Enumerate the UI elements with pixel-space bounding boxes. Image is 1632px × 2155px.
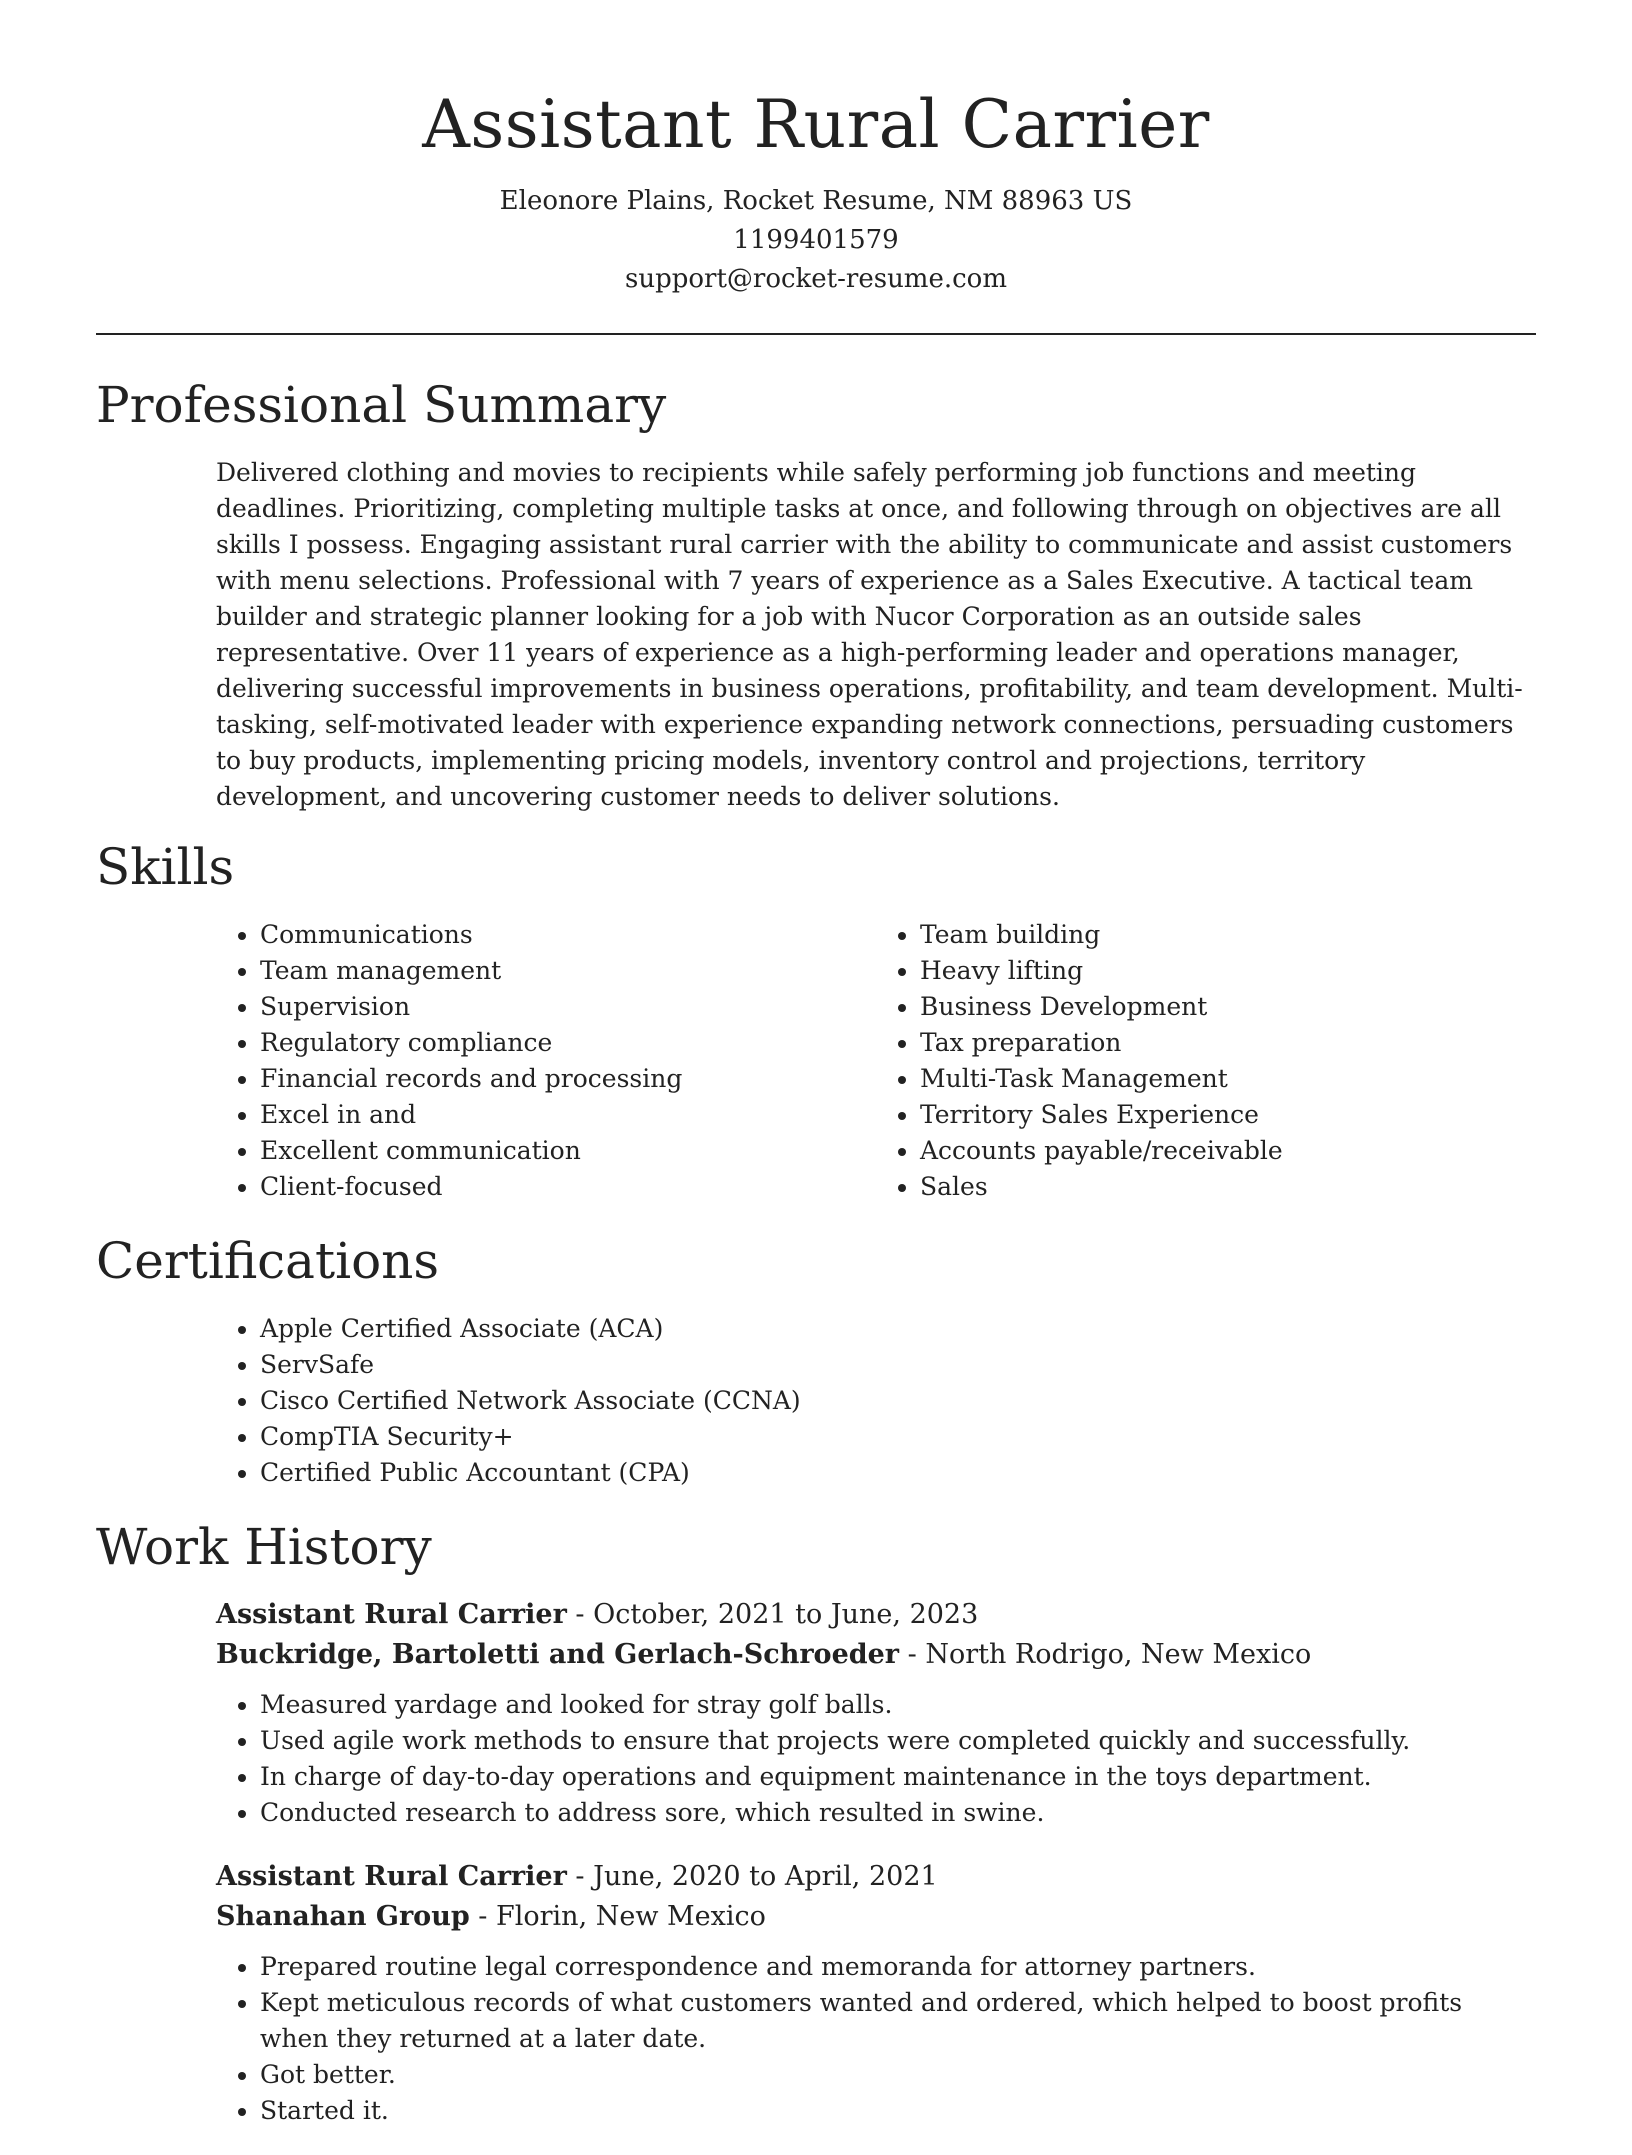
- skills-title: Skills: [96, 838, 235, 896]
- header-divider: [96, 333, 1536, 335]
- certifications-title: Certifications: [96, 1232, 440, 1290]
- certification-item: • Certified Public Accountant (CPA): [260, 1455, 1536, 1491]
- summary-text: Delivered clothing and movies to recipients while safely performing job functions and meeting deadlines. Prioritizing, completing multiple tasks at once, and following through on objectives are all skills I possess. Engaging assistant rural carrier with the ability to communicate and assist customers with menu selections. Professional with 7 years of experience as a Sales Executive. A tactical team builder and strategic planner looking for a job with Nucor Corporation as an outside sales representative. Over 11 years of experience as a high-performing leader and operations manager, delivering successful improvements in business operations, profitability, and team development. Multi-tasking, self-motivated leader with experience expanding network connections, persuading customers to buy products, implementing pricing models, inventory control and projections, territory development, and uncovering customer needs to deliver solutions.: [216, 458, 1523, 811]
- skill-item: • Financial records and processing: [260, 1061, 876, 1097]
- job-bullet: • Prepared routine legal correspondence and memoranda for attorney partners.: [260, 1949, 1536, 1985]
- job-bullet: • In charge of day-to-day operations and equipment maintenance in the toys department.: [260, 1759, 1536, 1795]
- skill-item: • Tax preparation: [920, 1025, 1536, 1061]
- skill-item: • Regulatory compliance: [260, 1025, 876, 1061]
- certification-item: • CompTIA Security+: [260, 1419, 1536, 1455]
- skill-item: • Excellent communication: [260, 1133, 876, 1169]
- job-dates: - June, 2020 to April, 2021: [566, 1861, 938, 1892]
- skill-item: • Team building: [920, 917, 1536, 953]
- skill-item: • Supervision: [260, 989, 876, 1025]
- job-bullet: • Kept meticulous records of what customers wanted and ordered, which helped to boost profits when they returned at a later date.: [260, 1985, 1536, 2057]
- skill-item: • Communications: [260, 917, 876, 953]
- skills-list: [216, 917, 1536, 1205]
- job-bullets: [216, 1949, 1536, 2129]
- skill-item: • Excel in and: [260, 1097, 876, 1133]
- job-company: Buckridge, Bartoletti and Gerlach-Schroeder: [216, 1639, 900, 1670]
- job-entry: [216, 1595, 1536, 1831]
- job-entry: [216, 1857, 1536, 2129]
- certification-item: • ServSafe: [260, 1347, 1536, 1383]
- job-company: Shanahan Group: [216, 1901, 470, 1932]
- skill-item: • Team management: [260, 953, 876, 989]
- skill-item: • Accounts payable/receivable: [920, 1133, 1536, 1169]
- job-company-line: [216, 1897, 1536, 1937]
- skills-left-column: [216, 917, 876, 1205]
- address: Eleonore Plains, Rocket Resume, NM 88963 US: [499, 186, 1133, 216]
- job-title-line: [216, 1595, 1536, 1635]
- skills-right-column: [876, 917, 1536, 1205]
- job-role: Assistant Rural Carrier: [216, 1861, 567, 1892]
- skill-item: • Client-focused: [260, 1169, 876, 1205]
- skill-item: • Sales: [920, 1169, 1536, 1205]
- job-bullet: • Started it.: [260, 2093, 1536, 2129]
- job-dates: - October, 2021 to June, 2023: [566, 1599, 979, 1630]
- resume-page: [96, 0, 1536, 2155]
- resume-header: [96, 0, 1536, 335]
- summary-title: Professional Summary: [96, 376, 667, 434]
- job-bullets: [216, 1687, 1536, 1831]
- skill-item: • Multi-Task Management: [920, 1061, 1536, 1097]
- job-location: - Florin, New Mexico: [469, 1901, 766, 1932]
- contact-info: [96, 182, 1536, 299]
- job-role: Assistant Rural Carrier: [216, 1599, 567, 1630]
- candidate-name: Assistant Rural Carrier: [422, 86, 1210, 163]
- skill-item: • Business Development: [920, 989, 1536, 1025]
- skill-item: • Territory Sales Experience: [920, 1097, 1536, 1133]
- job-bullet: • Conducted research to address sore, which resulted in swine.: [260, 1795, 1536, 1831]
- job-bullet: • Measured yardage and looked for stray golf balls.: [260, 1687, 1536, 1723]
- job-company-line: [216, 1635, 1536, 1675]
- certifications-list: [216, 1311, 1536, 1491]
- job-bullet: • Got better.: [260, 2057, 1536, 2093]
- work-history-title: Work History: [96, 1518, 432, 1576]
- job-title-line: [216, 1857, 1536, 1897]
- job-bullet: • Used agile work methods to ensure that projects were completed quickly and successfully.: [260, 1723, 1536, 1759]
- skill-item: • Heavy lifting: [920, 953, 1536, 989]
- job-location: - North Rodrigo, New Mexico: [899, 1639, 1312, 1670]
- certification-item: • Apple Certified Associate (ACA): [260, 1311, 1536, 1347]
- certification-item: • Cisco Certified Network Associate (CCNA): [260, 1383, 1536, 1419]
- work-history: [216, 1595, 1536, 2129]
- phone: 1199401579: [733, 225, 899, 255]
- email: support@rocket-resume.com: [624, 264, 1007, 294]
